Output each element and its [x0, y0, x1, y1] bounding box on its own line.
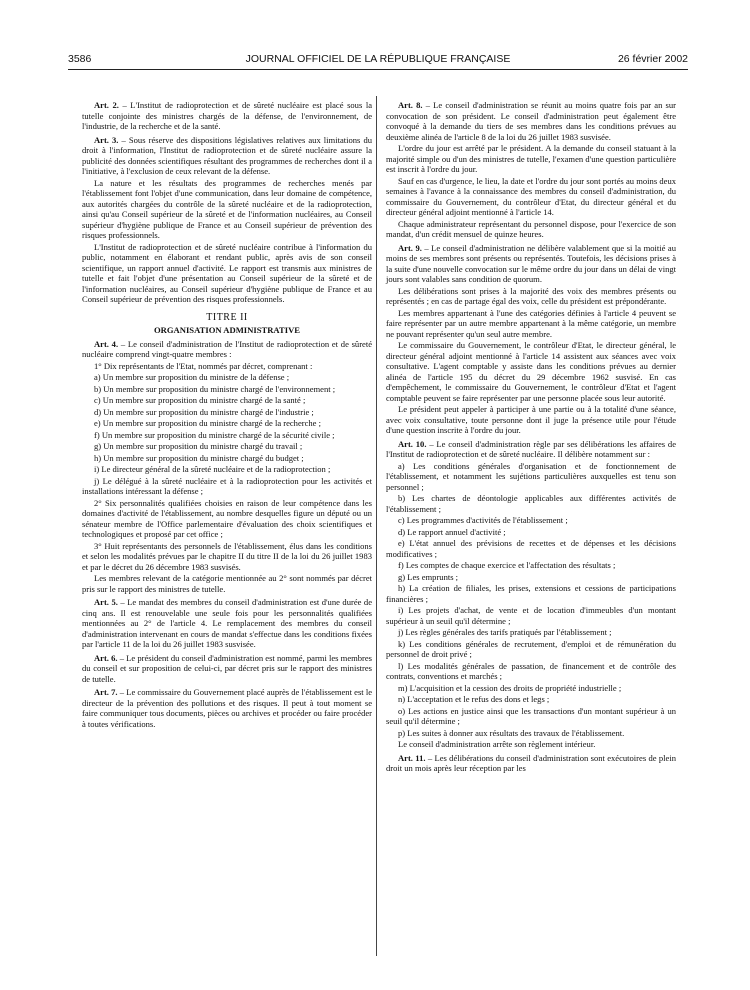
paragraph: n) L'acceptation et le refus des dons et legs ; — [398, 694, 550, 704]
paragraph: h) Un membre sur proposition du ministre chargé du budget ; — [94, 452, 304, 463]
paragraph: f) Un membre sur proposition du ministre chargé de la sécurité civile ; — [94, 429, 335, 440]
paragraph: i) Le directeur général de la sûreté nucléaire et de la radioprotection ; — [94, 464, 331, 474]
page-header — [68, 53, 688, 70]
article-paragraph — [82, 339, 372, 360]
paragraph: Les délibérations sont prises à la majorité des voix des membres présents ou représentés ; en cas de partage égal des voix, celle du président est prépondérante. — [386, 285, 676, 306]
article-text: – Le conseil d'administration règle par ses délibérations les affaires de l'Institut de radioprotection et de sûreté nucléaire. Il délibère notamment sur : — [386, 438, 676, 459]
paragraph: Le président peut appeler à participer à une partie ou à la totalité d'une séance, avec voix consultative, toute personne dont il juge la présence utile pour l'étude d'une question inscrite à l'ordre du jour. — [386, 404, 676, 435]
paragraph: b) Un membre sur proposition du ministre chargé de l'environnement ; — [94, 383, 336, 394]
paragraph: j) Les règles générales des tarifs pratiqués par l'établissement ; — [398, 627, 612, 637]
paragraph: f) Les comptes de chaque exercice et l'affectation des résultats ; — [398, 560, 616, 570]
paragraph: c) Les programmes d'activités de l'établissement ; — [398, 515, 568, 525]
article-label: Art. 5. — [94, 597, 118, 607]
right-column — [386, 97, 676, 775]
article-paragraph — [82, 653, 372, 685]
paragraph: i) Les projets d'achat, de vente et de location d'immeubles d'un montant supérieur à un seuil qu'il détermine ; — [386, 605, 676, 626]
article-text: – Le conseil d'administration ne délibère valablement que si la moitié au moins de ses membres sont présents ou représentés. Toutefois, les décisions prises à la suite d'une nouvelle convocation sur le même ordre du jour dans un délai de vingt jours sont valables sans condition de quorum. — [386, 242, 676, 284]
column-divider — [376, 96, 377, 956]
article-label: Art. 2. — [94, 100, 119, 110]
paragraph: L'Institut de radioprotection et de sûreté nucléaire contribue à l'information du public, notamment en élaborant et rendant public, après avis de son conseil scientifique, un rapport annuel d'activité. Le rapport est transmis aux ministres de tutelle et fait l'objet d'une présentation au Conseil supérieur de la sûreté et de l'information nucléaires, au Conseil supérieur d'hygiène publique de France et au Conseil supérieur de prévention des risques professionnels. — [82, 241, 372, 304]
paragraph: Les membres relevant de la catégorie mentionnée au 2° sont nommés par décret pris sur le rapport des ministres de tutelle. — [82, 573, 372, 594]
article-text: – Le mandat des membres du conseil d'administration est d'une durée de cinq ans. Il est renouvelable une seule fois pour les personnalités qualifiées mentionnées au 2° de l'article 4. Le remplacement des membres du conseil d'administration intervenant en cours de mandat s'effectue dans les conditions fixées par l'article 11 de la loi du 26 juillet 1983 susvisée. — [82, 597, 372, 649]
article-text: – Le conseil d'administration de l'Institut de radioprotection et de sûreté nucléaire comprend vingt-quatre membres : — [82, 338, 373, 359]
article-text: – Le commissaire du Gouvernement placé auprès de l'établissement est le directeur de la prévention des pollutions et des risques. Il peut à tout moment se faire communiquer tous documents, pièces ou archives et procéder ou faire procéder à toutes vérifications. — [82, 687, 373, 729]
page-number: 3586 — [68, 53, 92, 65]
paragraph: e) Un membre sur proposition du ministre chargé de la recherche ; — [94, 418, 321, 428]
article-label: Art. 7. — [94, 687, 118, 697]
paragraph: k) Les conditions générales de recrutement, d'emploi et de rémunération du personnel de droit privé ; — [386, 638, 676, 659]
paragraph: Le commissaire du Gouvernement, le contrôleur d'Etat, le directeur général, le directeur général adjoint mentionné à l'article 14 assistent aux séances avec voix consultative. L'agent comptable y assiste dans les conditions prévues au dernier alinéa de l'article 195 du décret du 29 décembre 1962 susvisé. En cas d'empêchement, le commissaire du Gouvernement, le contrôleur d'Etat et l'agent comptable peuvent se faire représenter par une personne placée sous leur autorité. — [386, 340, 676, 403]
article-text: – Les délibérations du conseil d'administration sont exécutoires de plein droit un mois après leur réception par les — [386, 752, 676, 773]
paragraph: La nature et les résultats des programmes de recherches menés par l'établissement font l'objet d'une communication, dans leur domaine de compétence, aux autorités chargées du contrôle de la sûreté nucléaire et de la radioprotection, ainsi qu'au Conseil supérieur de la sûreté et de l'information nucléaires, au Conseil supérieur d'hygiène publique de France et au Conseil supérieur de prévention des risques professionnels. — [82, 177, 372, 240]
paragraph: o) Les actions en justice ainsi que les transactions d'un montant supérieur à un seuil qu'il détermine ; — [386, 705, 676, 726]
paragraph: Le conseil d'administration arrête son règlement intérieur. — [398, 739, 596, 749]
article-paragraph — [386, 753, 676, 774]
paragraph: a) Les conditions générales d'organisation et de fonctionnement de l'établissement, et notamment les sujétions particulières auxquelles est tenu son personnel ; — [386, 460, 676, 492]
article-text: – Le président du conseil d'administration est nommé, parmi les membres du conseil et sur proposition de celui-ci, par décret pris sur le rapport des ministres de tutelle. — [82, 652, 372, 684]
paragraph: Sauf en cas d'urgence, le lieu, la date et l'ordre du jour sont portés au moins deux semaines à l'avance à la connaissance des membres du conseil d'administration, du commissaire du Gouvernement, du contrôleur d'Etat, du directeur général et du directeur général adjoint mentionné à l'article 14. — [386, 175, 676, 217]
article-label: Art. 9. — [398, 242, 422, 253]
article-label: Art. 4. — [94, 338, 119, 349]
article-paragraph — [386, 439, 676, 460]
article-paragraph — [386, 243, 676, 285]
article-label: Art. 6. — [94, 652, 118, 663]
article-text: – Sous réserve des dispositions législatives relatives aux limitations du droit à l'information, l'Institut de radioprotection et de sûreté nucléaire assure la publicité des données scientifiques résultant des programmes de recherches dont il a l'initiative, à l'exclusion de ceux relevant de la défense. — [82, 134, 372, 176]
article-paragraph — [82, 100, 372, 132]
paragraph: L'ordre du jour est arrêté par le président. A la demande du conseil statuant à la majorité simple ou d'un des ministres de tutelle, l'examen d'une question particulière est inscrit à l'ordre du jour. — [386, 143, 676, 174]
paragraph: d) Le rapport annuel d'activité ; — [398, 526, 506, 537]
paragraph: g) Un membre sur proposition du ministre chargé du travail ; — [94, 441, 303, 451]
publication-date: 26 février 2002 — [617, 53, 688, 65]
article-paragraph — [82, 597, 372, 650]
paragraph: 1° Dix représentants de l'Etat, nommés par décret, comprenant : — [94, 360, 313, 371]
article-paragraph — [82, 687, 372, 729]
paragraph: p) Les suites à donner aux résultats des travaux de l'établissement. — [398, 727, 625, 738]
paragraph: j) Le délégué à la sûreté nucléaire et à la radioprotection pour les activités et installations intéressant la défense ; — [82, 475, 372, 496]
paragraph: Les membres appartenant à l'une des catégories définies à l'article 4 peuvent se faire représenter par un autre membre appartenant à la même catégorie, un membre ne pouvant représenter qu'un seul autre membre. — [386, 307, 676, 339]
paragraph: a) Un membre sur proposition du ministre de la défense ; — [94, 372, 290, 382]
section-title: TITRE II — [206, 311, 248, 323]
article-paragraph — [82, 135, 372, 177]
section-subtitle: ORGANISATION ADMINISTRATIVE — [153, 325, 301, 335]
left-column — [82, 97, 372, 730]
paragraph: 3° Huit représentants des personnels de l'établissement, élus dans les conditions et selon les modalités prévues par le chapitre II du titre II de la loi du 26 juillet 1983 et par le décret du 26 décembre 1983 susvisés. — [82, 540, 372, 572]
journal-title: JOURNAL OFFICIEL DE LA RÉPUBLIQUE FRANÇAISE — [245, 53, 511, 65]
article-text: – L'Institut de radioprotection et de sûreté nucléaire est placé sous la tutelle conjointe des ministres chargés de la défense, de l'environnement, de l'industrie, de la recherche et de la santé. — [82, 100, 372, 131]
paragraph: d) Un membre sur proposition du ministre chargé de l'industrie ; — [94, 406, 314, 417]
article-label: Art. 11. — [398, 752, 426, 763]
paragraph: l) Les modalités générales de passation, de financement et de contrôle des contrats, conventions et marchés ; — [386, 660, 676, 681]
paragraph: c) Un membre sur proposition du ministre chargé de la santé ; — [94, 395, 306, 405]
article-label: Art. 10. — [398, 438, 427, 449]
paragraph: b) Les chartes de déontologie applicables aux différentes activités de l'établissement ; — [386, 493, 676, 514]
paragraph: g) Les emprunts ; — [398, 571, 459, 582]
paragraph: Chaque administrateur représentant du personnel dispose, pour l'exercice de son mandat, d'un crédit mensuel de quinze heures. — [386, 218, 676, 239]
article-label: Art. 8. — [398, 100, 423, 110]
paragraph: e) L'état annuel des prévisions de recettes et de dépenses et les décisions modificatives ; — [386, 538, 676, 559]
paragraph: m) L'acquisition et la cession des droits de propriété industrielle ; — [398, 682, 622, 693]
article-label: Art. 3. — [94, 134, 119, 145]
paragraph: h) La création de filiales, les prises, extensions et cessions de participations financières ; — [386, 583, 676, 604]
article-paragraph — [386, 100, 676, 142]
article-text: – Le conseil d'administration se réunit au moins quatre fois par an sur convocation de son président. Le conseil d'administration peut également être convoqué à la demande du tiers de ses membres dans les conditions prévues au deuxième alinéa de l'article 8 de la loi du 26 juillet 1983 susvisée. — [386, 100, 676, 142]
paragraph: 2° Six personnalités qualifiées choisies en raison de leur compétence dans les domaines d'activité de l'établissement, au nombre desquelles figure un député ou un sénateur membre de l'Office parlementaire d'évaluation des choix scientifiques et technologiques et proposé par cet office ; — [82, 497, 372, 539]
